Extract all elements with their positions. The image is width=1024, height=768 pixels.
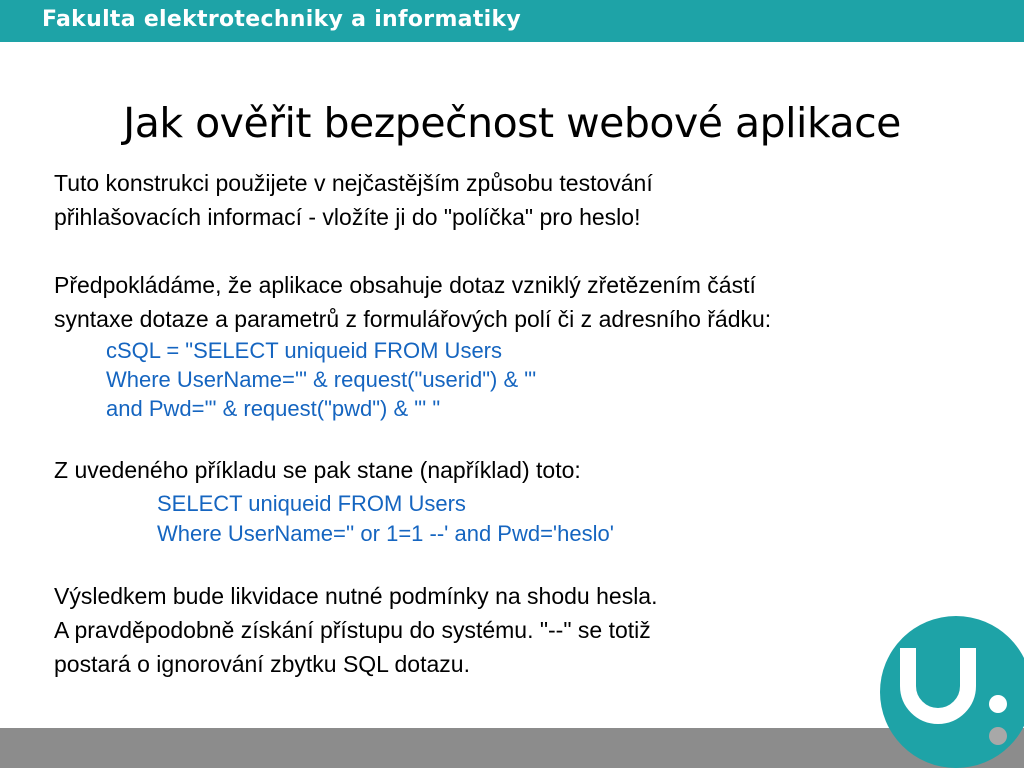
paragraph-2-line-2: syntaxe dotaze a parametrů z formulářových polí či z adresního řádku:	[54, 306, 772, 332]
header-bar	[0, 0, 1024, 42]
paragraph-2-line-1: Předpokládáme, že aplikace obsahuje dotaz vzniklý zřetězením částí	[54, 272, 756, 298]
code-block-concatenation	[54, 336, 954, 423]
university-u-logo-icon	[880, 612, 1024, 768]
paragraph-1-line-2: přihlašovacích informací - vložíte ji do "políčka" pro heslo!	[54, 204, 641, 230]
paragraph-1-line-1: Tuto konstrukci použijete v nejčastějším způsobu testování	[54, 170, 653, 196]
paragraph-4-line-2: A pravděpodobně získání přístupu do systému. "--" se totiž	[54, 617, 651, 643]
code-block-injection-result	[54, 489, 954, 549]
slide-body	[54, 166, 954, 681]
paragraph-4-line-3: postará o ignorování zbytku SQL dotazu.	[54, 651, 470, 677]
code-line: Where UserName='' or 1=1 --' and Pwd='heslo'	[157, 521, 614, 546]
code-line: Where UserName='" & request("userid") & "'	[106, 367, 537, 392]
paragraph-4-line-1: Výsledkem bude likvidace nutné podmínky na shodu hesla.	[54, 583, 658, 609]
code-line: SELECT uniqueid FROM Users	[157, 491, 466, 516]
paragraph-3: Z uvedeného příkladu se pak stane (například) toto:	[54, 457, 581, 483]
code-line: cSQL = "SELECT uniqueid FROM Users	[106, 338, 503, 363]
footer-bar	[0, 728, 1024, 768]
faculty-name: Fakulta elektrotechniky a informatiky	[42, 7, 522, 32]
slide-title: Jak ověřit bezpečnost webové aplikace	[123, 99, 901, 148]
code-line: and Pwd='" & request("pwd") & "' "	[106, 396, 441, 421]
